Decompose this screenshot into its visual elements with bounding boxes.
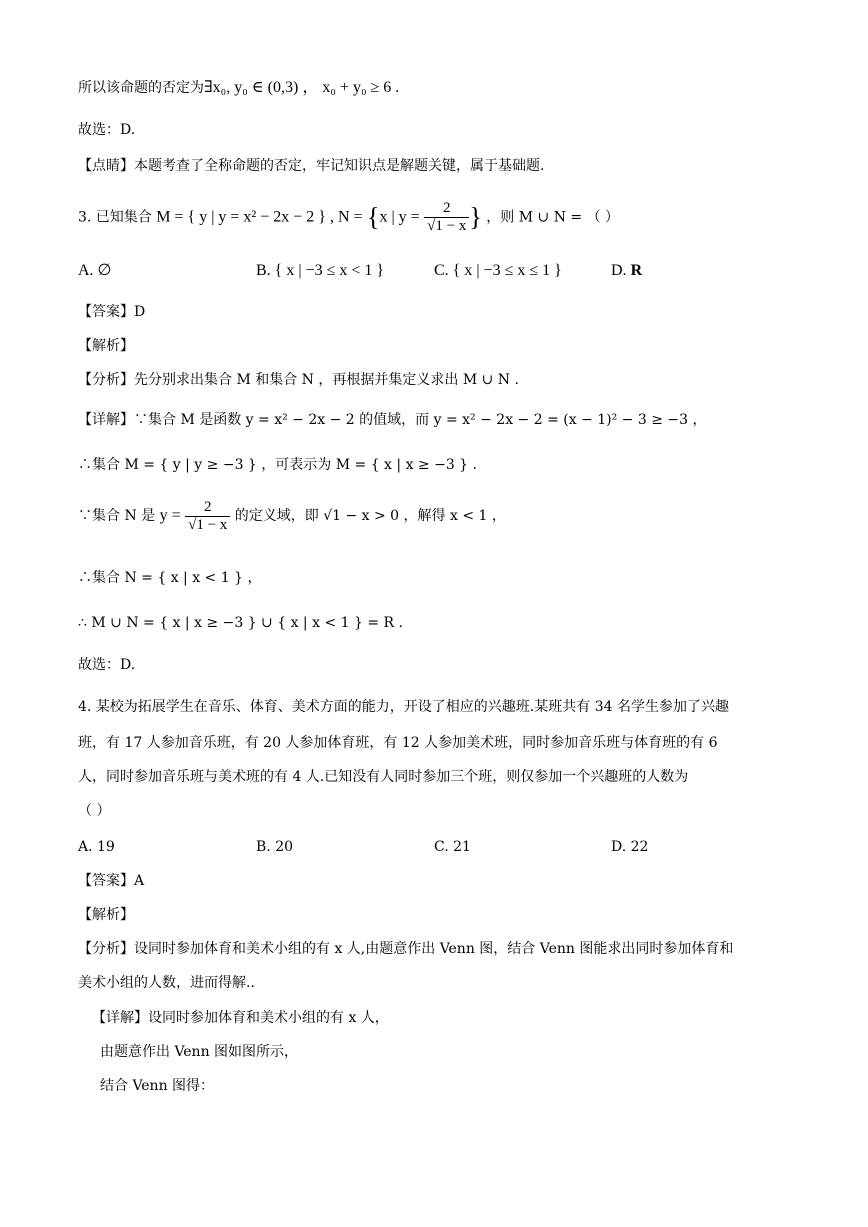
- q3-option-c: C. { x | −3 ≤ x ≤ 1 }: [434, 262, 562, 279]
- q3-option-a: A. ∅: [78, 262, 112, 279]
- q4-option-b: B. 20: [256, 839, 294, 855]
- q4-stem-line-3: 人，同时参加音乐班与美术班的有 4 人.已知没有人同时参加三个班，则仅参加一个兴趣班的人数为: [78, 769, 689, 785]
- dianjing-line: 【点睛】本题考查了全称命题的否定，牢记知识点是解题关键，属于基础题.: [78, 158, 545, 174]
- q4-jiexi: 【解析】: [78, 907, 134, 923]
- q4-option-d: D. 22: [611, 839, 649, 855]
- question-3-stem: 3. 已知集合 M = { y | y = x² − 2x − 2 } , N = {x | y = $\frac{2}{√1 - x}$ } ，则 M ∪ N = （ ）: [78, 200, 620, 234]
- q3-fraction: $\frac{2}{√1 - x}$: [424, 200, 469, 235]
- q3-step-4: ∴ M ∪ N = { x | x ≥ −3 } ∪ { x | x < 1 } = R .: [78, 615, 403, 631]
- q3-step-3: ∴集合 N = { x | x < 1 } ，: [78, 570, 262, 586]
- negation-line: 所以该命题的否定为∃x₀, y₀ ∈ (0,3) ， x₀ + y₀ ≥ 6 .: [78, 79, 400, 96]
- q3-answer: 【答案】D: [78, 304, 146, 320]
- q4-answer: 【答案】A: [78, 873, 145, 889]
- q4-xiangjie: 【详解】设同时参加体育和美术小组的有 x 人，: [92, 1010, 389, 1026]
- q3-option-b: B. { x | −3 ≤ x < 1 }: [256, 262, 385, 279]
- q4-stem-line-2: 班，有 17 人参加音乐班，有 20 人参加体育班，有 12 人参加美术班，同时参加音乐班与体育班的有 6: [78, 735, 718, 751]
- q3-step-1: ∴集合 M = { y | y ≥ −3 } ，可表示为 M = { x | x ≥ −3 } .: [78, 457, 477, 473]
- q3-fenxi: 【分析】先分别求出集合 M 和集合 N ，再根据并集定义求出 M ∪ N .: [78, 372, 519, 388]
- choose-line: 故选：D.: [78, 122, 136, 138]
- q4-option-a: A. 19: [78, 839, 115, 855]
- q3-option-d: D. R: [611, 262, 643, 279]
- q3-step-2: ∵集合 N 是 y = $\frac{2}{√1 - x}$ 的定义域，即 √1 − x > 0 ，解得 x < 1 ，: [78, 498, 506, 533]
- q3-choose: 故选：D.: [78, 657, 136, 673]
- q4-stem-line-4: （ ）: [78, 803, 111, 819]
- q3-jiexi: 【解析】: [78, 338, 134, 354]
- q4-venn-line-2: 结合 Venn 图得：: [100, 1078, 215, 1094]
- q4-stem-line-1: 4. 某校为拓展学生在音乐、体育、美术方面的能力，开设了相应的兴趣班.某班共有 34 名学生参加了兴趣: [78, 699, 729, 715]
- q4-fenxi-line-2: 美术小组的人数，进而得解..: [78, 975, 255, 991]
- q4-option-c: C. 21: [434, 839, 471, 855]
- q4-fenxi-line-1: 【分析】设同时参加体育和美术小组的有 x 人,由题意作出 Venn 图，结合 Venn 图能求出同时参加体育和: [78, 941, 734, 957]
- q4-venn-line-1: 由题意作出 Venn 图如图所示，: [100, 1044, 299, 1060]
- q3-xiangjie: 【详解】∵集合 M 是函数 y = x² − 2x − 2 的值域，而 y = x² − 2x − 2 = (x − 1)² − 3 ≥ −3 ，: [78, 412, 707, 428]
- q3-step2-fraction: $\frac{2}{√1 - x}$: [185, 499, 230, 534]
